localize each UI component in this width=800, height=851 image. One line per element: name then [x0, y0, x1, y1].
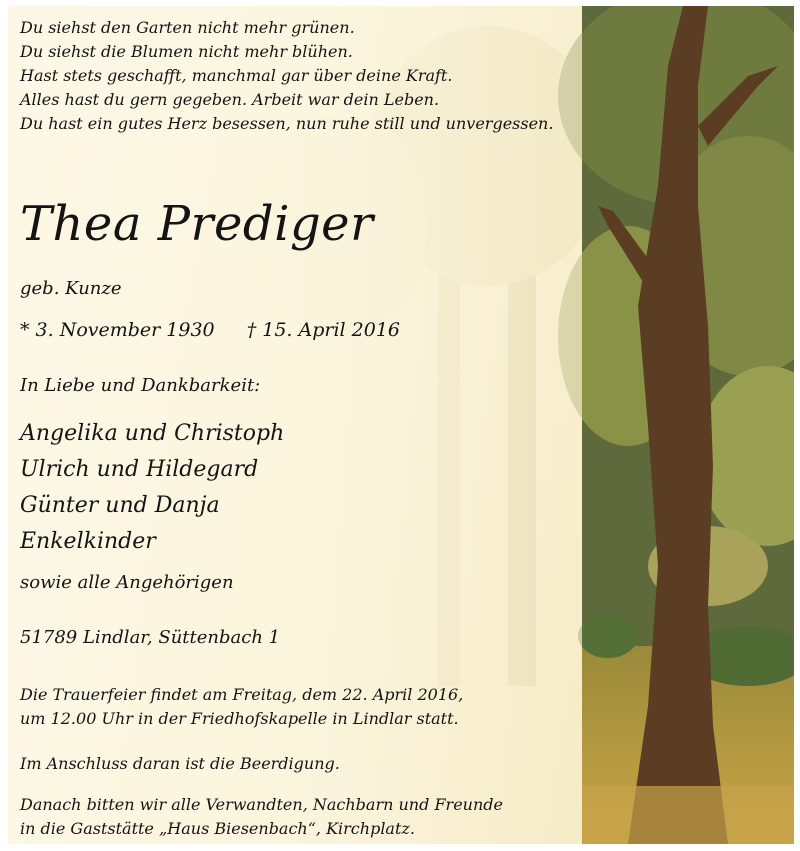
invitation-line: Danach bitten wir alle Verwandten, Nachbarn und Freunde [20, 795, 503, 814]
ceremony-line: Die Trauerfeier findet am Freitag, dem 22. April 2016, [20, 685, 464, 704]
family-member: Enkelkinder [20, 529, 156, 554]
poem-line: Alles hast du gern gegeben. Arbeit war dein Leben. [20, 90, 440, 109]
burial-info: Im Anschluss daran ist die Beerdigung. [20, 754, 340, 773]
maiden-name: geb. Kunze [20, 278, 122, 299]
ceremony-info [20, 683, 463, 731]
relatives-line: sowie alle Angehörigen [20, 572, 234, 593]
life-dates [20, 319, 400, 341]
ceremony-line: um 12.00 Uhr in der Friedhofskapelle in Lindlar statt. [20, 709, 459, 728]
family-member: Angelika und Christoph [20, 421, 285, 446]
birth-date: * 3. November 1930 [20, 319, 215, 341]
mourners-address: 51789 Lindlar, Süttenbach 1 [20, 627, 281, 648]
family-member: Ulrich und Hildegard [20, 457, 259, 482]
death-date: † 15. April 2016 [246, 319, 401, 341]
poem-line: Du siehst die Blumen nicht mehr blühen. [20, 42, 353, 61]
family-member: Günter und Danja [20, 493, 220, 518]
family-list [20, 416, 284, 560]
obituary-notice [8, 6, 794, 844]
poem [20, 16, 580, 136]
invitation-info [20, 793, 503, 841]
invitation-line: in die Gaststätte „Haus Biesenbach“, Kirchplatz. [20, 819, 415, 838]
poem-line: Du hast ein gutes Herz besessen, nun ruhe still und unvergessen. [20, 114, 554, 133]
poem-line: Hast stets geschafft, manchmal gar über deine Kraft. [20, 66, 453, 85]
deceased-name: Thea Prediger [20, 196, 374, 252]
mourners-intro: In Liebe und Dankbarkeit: [20, 375, 261, 396]
poem-line: Du siehst den Garten nicht mehr grünen. [20, 18, 355, 37]
